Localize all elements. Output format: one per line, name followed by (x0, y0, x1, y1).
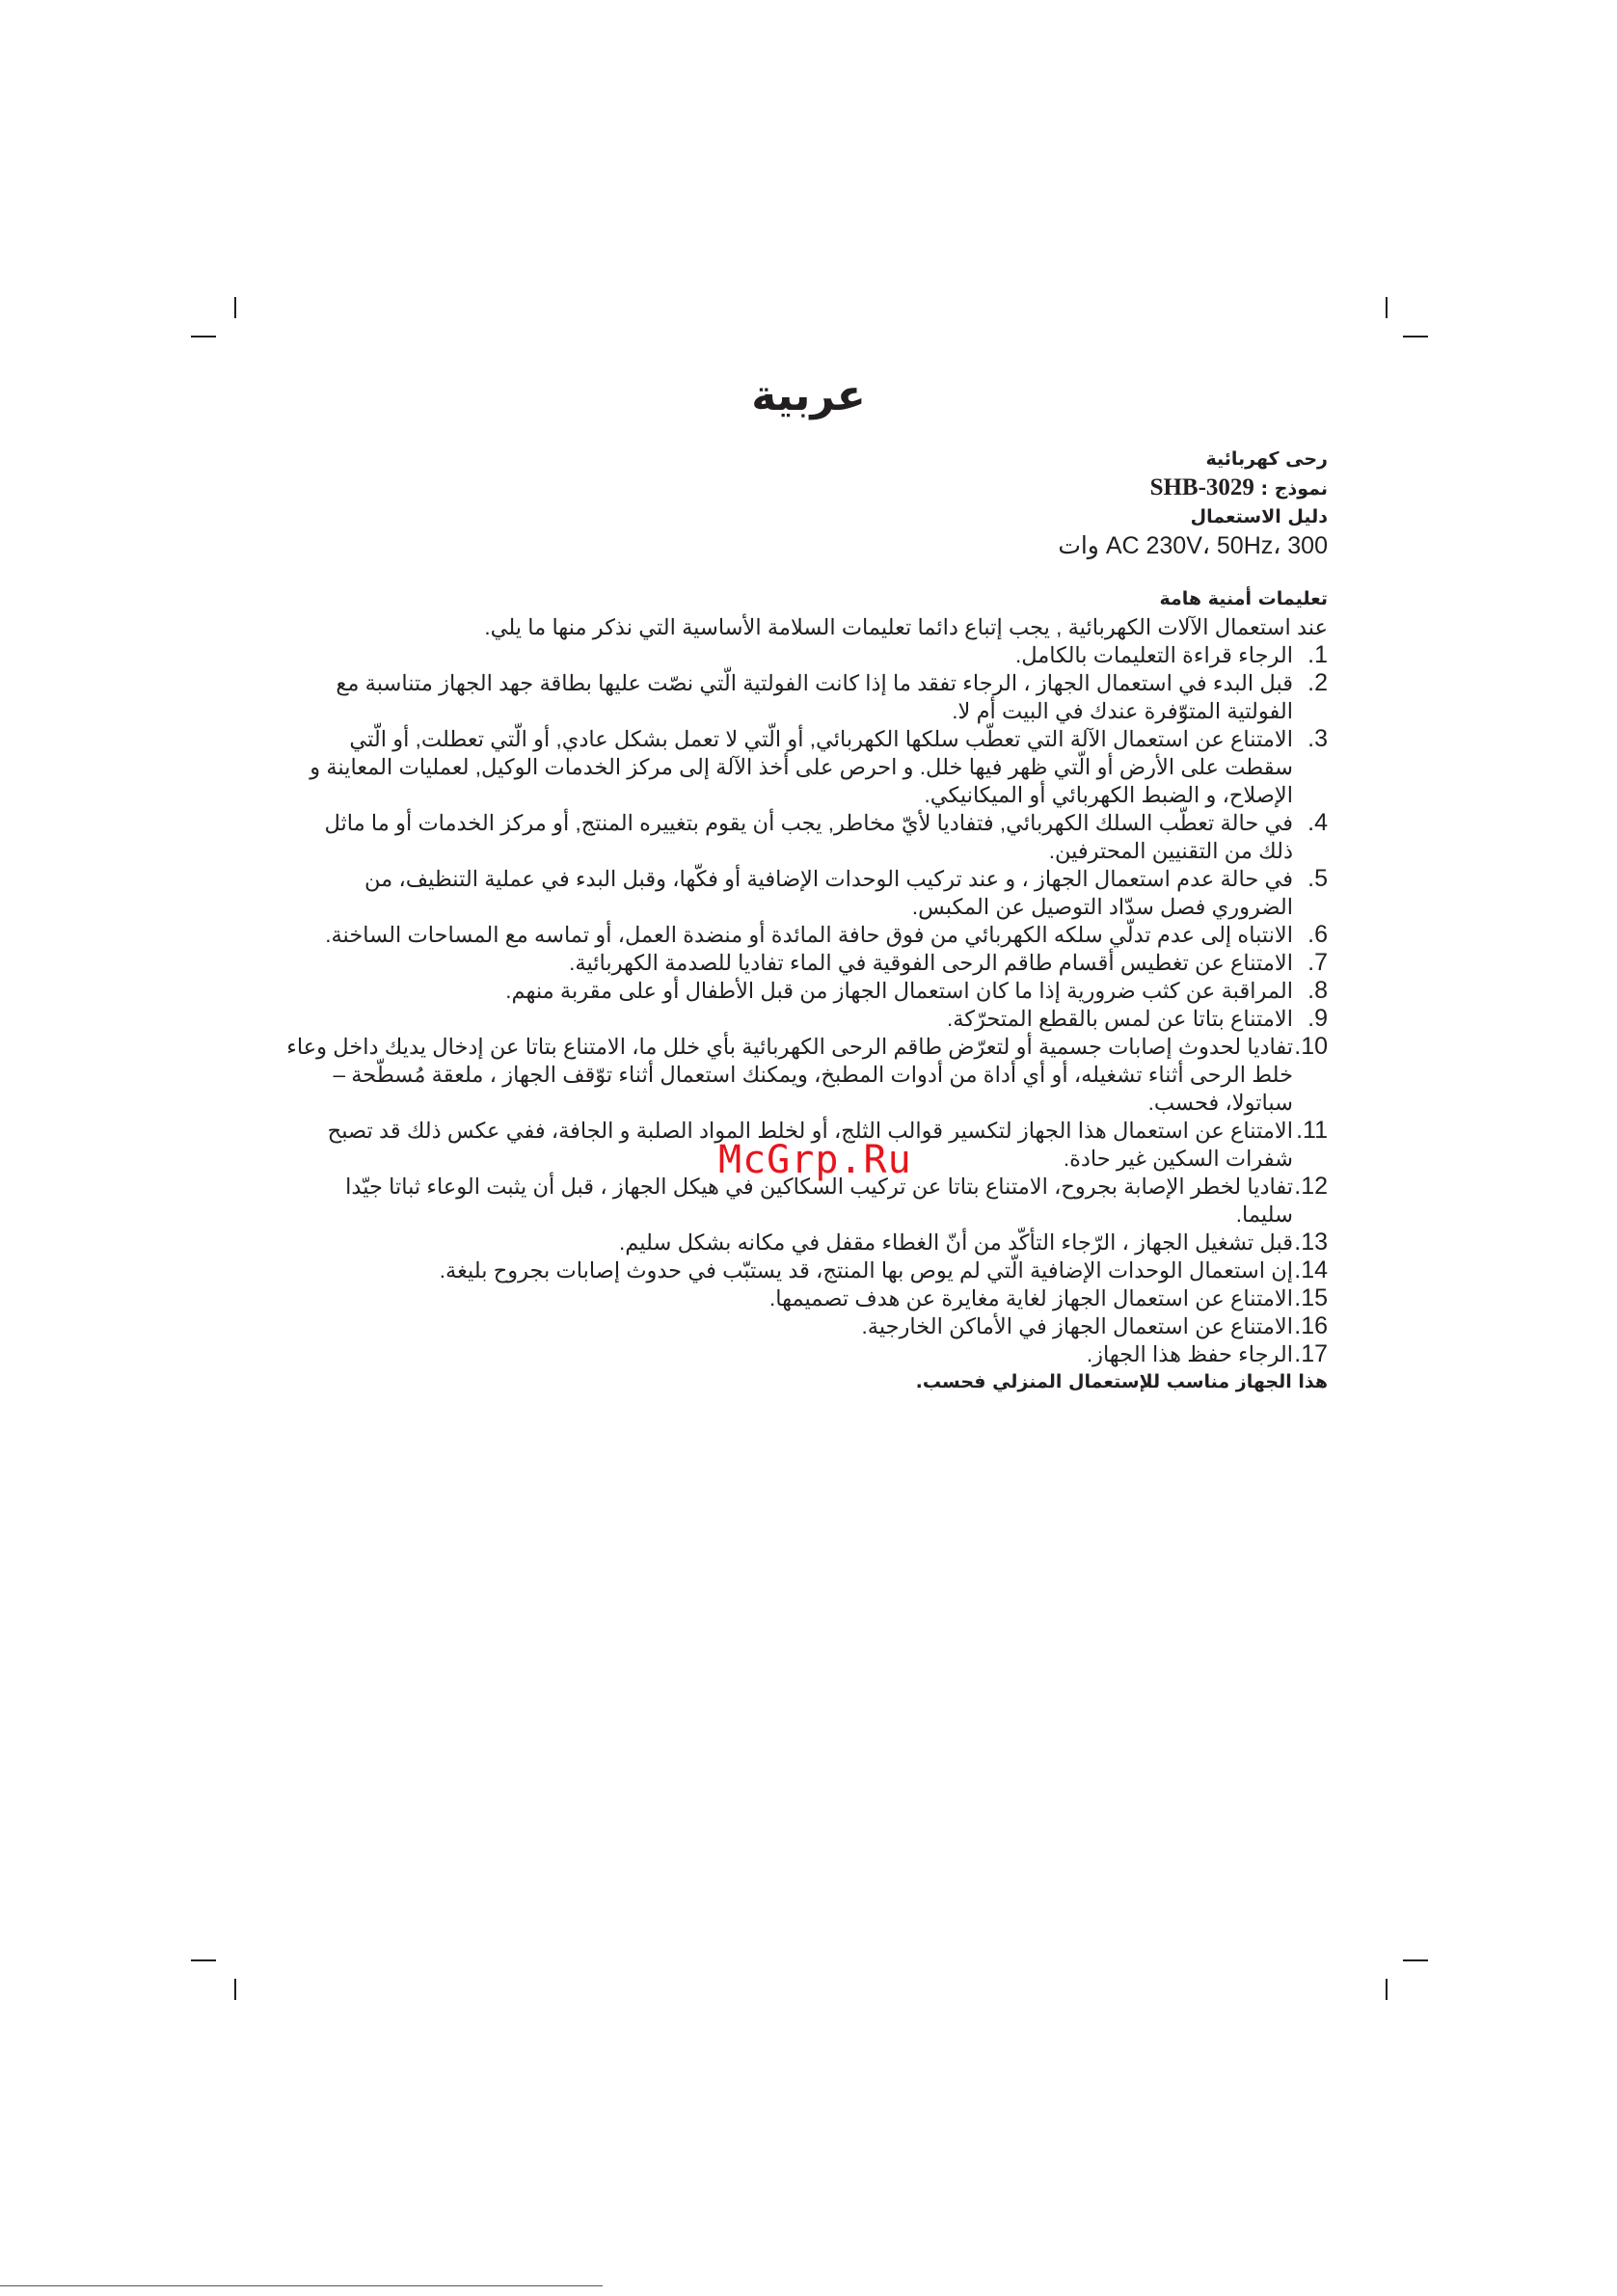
item-text: قبل تشغيل الجهاز ، الرّجاء التأكّد من أنّ الغطاء مقفل في مكانه بشكل سليم. (619, 1230, 1293, 1255)
list-item (286, 669, 1328, 725)
model-value: SHB-3029 (1149, 474, 1254, 500)
item-text: الانتباه إلى عدم تدلّي سلكه الكهربائي من فوق حافة المائدة أو منضدة العمل، أو تماسه مع المساحات الساخنة. (325, 923, 1293, 947)
list-item (286, 977, 1328, 1005)
item-number: 11. (1296, 1117, 1328, 1144)
household-use-note: هذا الجهاز مناسب للإستعمال المنزلي فحسب. (915, 1371, 1328, 1392)
crop-mark (191, 336, 216, 338)
item-number: 2. (1307, 669, 1328, 696)
item-number: 6. (1307, 921, 1328, 948)
crop-mark (1386, 1979, 1388, 2000)
item-number: 13. (1294, 1229, 1328, 1256)
item-number: 3. (1307, 725, 1328, 752)
model-label: نموذج : (1260, 478, 1328, 500)
crop-mark (191, 1959, 216, 1961)
crop-mark (1403, 336, 1428, 338)
item-text: إن استعمال الوحدات الإضافية الّتي لم يوص بها المنتج، قد يستبّب في حدوث إصابات بجروح بليغة. (439, 1258, 1293, 1283)
item-number: 16. (1294, 1312, 1328, 1339)
item-number: 12. (1294, 1173, 1328, 1200)
manual-label: دليل الاستعمال (1190, 506, 1328, 527)
specs-line: AC 230V، 50Hz، 300 وات (1058, 532, 1328, 559)
item-text: الامتناع عن تغطيس أقسام طاقم الرحى الفوقية في الماء تفاديا للصدمة الكهربائية. (569, 951, 1293, 975)
list-item (286, 1256, 1328, 1284)
list-item (286, 1340, 1328, 1368)
list-item (286, 725, 1328, 809)
list-item (286, 921, 1328, 949)
list-item (286, 865, 1328, 921)
divider (0, 2285, 603, 2286)
safety-list (286, 641, 1328, 1368)
item-text: في حالة عدم استعمال الجهاز ، و عند تركيب الوحدات الإضافية أو فكّها، وقبل البدء في عملية التنظيف، من الضروري فصل سدّاد التوصيل عن المكبس. (364, 867, 1293, 919)
item-text: في حالة تعطّب السلك الكهربائي, فتفاديا لأيّ مخاطر, يجب أن يقوم بتغييره المنتج, أو مركز الخدمات أو ما ماثل ذلك من التقنيين المحترفين. (324, 811, 1293, 863)
item-text: الرجاء حفظ هذا الجهاز. (1086, 1342, 1293, 1366)
item-number: 5. (1307, 865, 1328, 892)
list-item (286, 949, 1328, 977)
item-text: تفاديا لحدوث إصابات جسمية أو لتعرّض طاقم الرحى الكهربائية بأي خلل ما، الامتناع بتاتا عن إدخال يديك داخل وعاء خلط الرحى أثناء تشغيله، أو أي أداة من أدوات المطبخ، ويمكنك استعمال أثناء توّقف الجهاز ، ملعقة مُسطّحة – سباتولا، فحسب. (286, 1035, 1293, 1115)
list-item (286, 809, 1328, 865)
manual-content (286, 446, 1328, 1396)
item-text: المراقبة عن كثب ضرورية إذا ما كان استعمال الجهاز من قبل الأطفال أو على مقربة منهم. (505, 979, 1293, 1003)
crop-mark (1403, 1959, 1428, 1961)
page-title: عربية (751, 371, 866, 420)
item-text: الامتناع عن استعمال الجهاز لغاية مغايرة عن هدف تصميمها. (769, 1286, 1293, 1310)
item-number: 17. (1294, 1340, 1328, 1367)
item-number: 10. (1294, 1033, 1328, 1060)
item-text: تفاديا لخطر الإصابة بجروح، الامتناع بتاتا عن تركيب السكاكين في هيكل الجهاز ، قبل أن يثبت الوعاء ثباتا جيّدا سليما. (345, 1175, 1293, 1227)
item-number: 14. (1294, 1256, 1328, 1283)
list-item (286, 1005, 1328, 1033)
item-number: 8. (1307, 977, 1328, 1004)
list-item (286, 1033, 1328, 1117)
safety-intro: عند استعمال الآلات الكهربائية , يجب إتباع دائما تعليمات السلامة الأساسية التي نذكر منها ما يلي. (484, 615, 1328, 639)
watermark: McGrp.Ru (718, 1138, 912, 1182)
list-item (286, 1312, 1328, 1340)
item-text: الامتناع بتاتا عن لمس بالقطع المتحرّكة. (946, 1007, 1293, 1031)
item-text: قبل البدء في استعمال الجهاز ، الرجاء تفقد ما إذا كانت الفولتية الّتي نصّت عليها بطاقة جهد الجهاز متناسبة مع الفولتية المتوّفرة عندك في البيت أم لا. (336, 671, 1293, 723)
crop-mark (234, 297, 236, 318)
safety-heading: تعليمات أمنية هامة (1159, 588, 1328, 609)
item-text: الامتناع عن استعمال الآلة التي تعطّب سلكها الكهربائي, أو الّتي لا تعمل بشكل عادي, أو الّتي تعطلت, أو الّتي سقطت على الأرض أو الّتي ظهر فيها خلل. و احرص على أخذ الآلة إلى مركز الخدمات الوكيل, لعمليات المعاينة و الإصلاح، و الضبط الكهربائي أو الميكانيكي. (310, 727, 1293, 807)
model-line (286, 473, 1328, 503)
list-item (286, 1284, 1328, 1312)
product-name: رحى كهربائية (1205, 448, 1328, 470)
item-number: 4. (1307, 809, 1328, 836)
crop-mark (234, 1979, 236, 2000)
item-number: 9. (1307, 1005, 1328, 1032)
item-text: الرجاء قراءة التعليمات بالكامل. (1014, 643, 1293, 667)
item-number: 7. (1307, 949, 1328, 976)
item-number: 15. (1294, 1284, 1328, 1311)
item-text: الامتناع عن استعمال هذا الجهاز لتكسير قوالب الثلج، أو لخلط المواد الصلبة و الجافة، ففي عكس ذلك قد تصبح شفرات السكين غير حادة. (327, 1119, 1293, 1171)
item-text: الامتناع عن استعمال الجهاز في الأماكن الخارجية. (861, 1314, 1293, 1338)
item-number: 1. (1307, 641, 1328, 668)
list-item (286, 1229, 1328, 1256)
crop-mark (1386, 297, 1388, 318)
list-item (286, 641, 1328, 669)
